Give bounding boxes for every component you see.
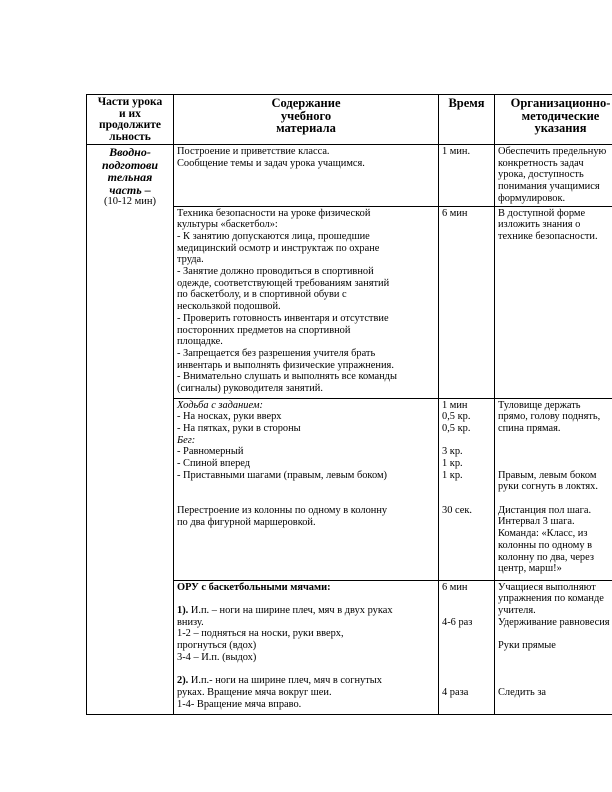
part-duration: (10-12 мин): [104, 196, 156, 208]
part-cell: Вводно- подготови тельная часть – (10-12 мин): [87, 145, 174, 715]
notes-cell: Туловище держать прямо, голову поднять, спина прямая. Правым, левым боком руки согнуть в локтях. Дистанция пол шага. Интервал 3 шага. Команда: «Класс, из колонны по одному в колонну по два, через центр, марш!»: [495, 398, 612, 580]
content-cell: Построение и приветствие класса. Сообщение темы и задач урока учащимся.: [174, 145, 439, 207]
header-col-notes: Организационно- методические указания: [495, 95, 612, 145]
exercise-number: 2).: [177, 675, 189, 687]
time-cell: 6 мин 4-6 раз 4 раза: [439, 580, 495, 714]
content-cell: ОРУ с баскетбольными мячами: 1). И.п. – ноги на ширине плеч, мяч в двух руках внизу. 1-2 – подняться на носки, руки вверх, прогнуться (вдох) 3-4 – И.п. (выдох) 2). И.п.- ноги на ширине плеч, мяч в согнутых руках. Вращение мяча вокруг шеи. 1-4- Вращение мяча вправо.: [174, 580, 439, 714]
oru-title: ОРУ с баскетбольными мячами:: [177, 581, 331, 593]
time-cell: 6 мин: [439, 206, 495, 398]
notes-cell: Учащиеся выполняют упражнения по команде учителя. Удерживание равновесия Руки прямые Следить за: [495, 580, 612, 714]
time-cell: 1 мин 0,5 кр. 0,5 кр. 3 кр. 1 кр. 1 кр. 30 сек.: [439, 398, 495, 580]
time-cell: 1 мин.: [439, 145, 495, 207]
run-title: Бег:: [177, 434, 196, 446]
header-col-time: Время: [439, 95, 495, 145]
walk-title: Ходьба с заданием:: [177, 399, 263, 411]
table-header-row: [87, 95, 612, 145]
table-row: [87, 145, 612, 207]
content-cell: Техника безопасности на уроке физической культуры «баскетбол»: - К занятию допускаются лица, прошедшие медицинский осмотр и инструктаж по охране труда. - Занятие должно проводиться в спортивной одежде, соответствующей требованиям занятий по баскетболу, и в спортивной обуви с нескользкой подошвой. - Проверить готовность инвентаря и отсутствие посторонних предметов на спортивной площадке. - Запрещается без разрешения учителя брать инвентарь и выполнять физические упражнения. - Внимательно слушать и выполнять все команды (сигналы) руководителя занятий.: [174, 206, 439, 398]
notes-cell: В доступной форме изложить знания о технике безопасности.: [495, 206, 612, 398]
notes-cell: Обеспечить предельную конкретность задач урока, доступность понимания учащимися формулировок.: [495, 145, 612, 207]
exercise-number: 1).: [177, 604, 189, 616]
lesson-plan-table: [86, 94, 612, 715]
content-cell: Ходьба с заданием: - На носках, руки вверх - На пятках, руки в стороны Бег: - Равномерный - Спиной вперед - Приставными шагами (правым, левым боком) Перестроение из колонны по одному в колонну по два фигурной маршеровкой.: [174, 398, 439, 580]
header-col-content: Содержание учебного материала: [174, 95, 439, 145]
header-col-parts: Части урока и их продолжите льность: [87, 95, 174, 145]
